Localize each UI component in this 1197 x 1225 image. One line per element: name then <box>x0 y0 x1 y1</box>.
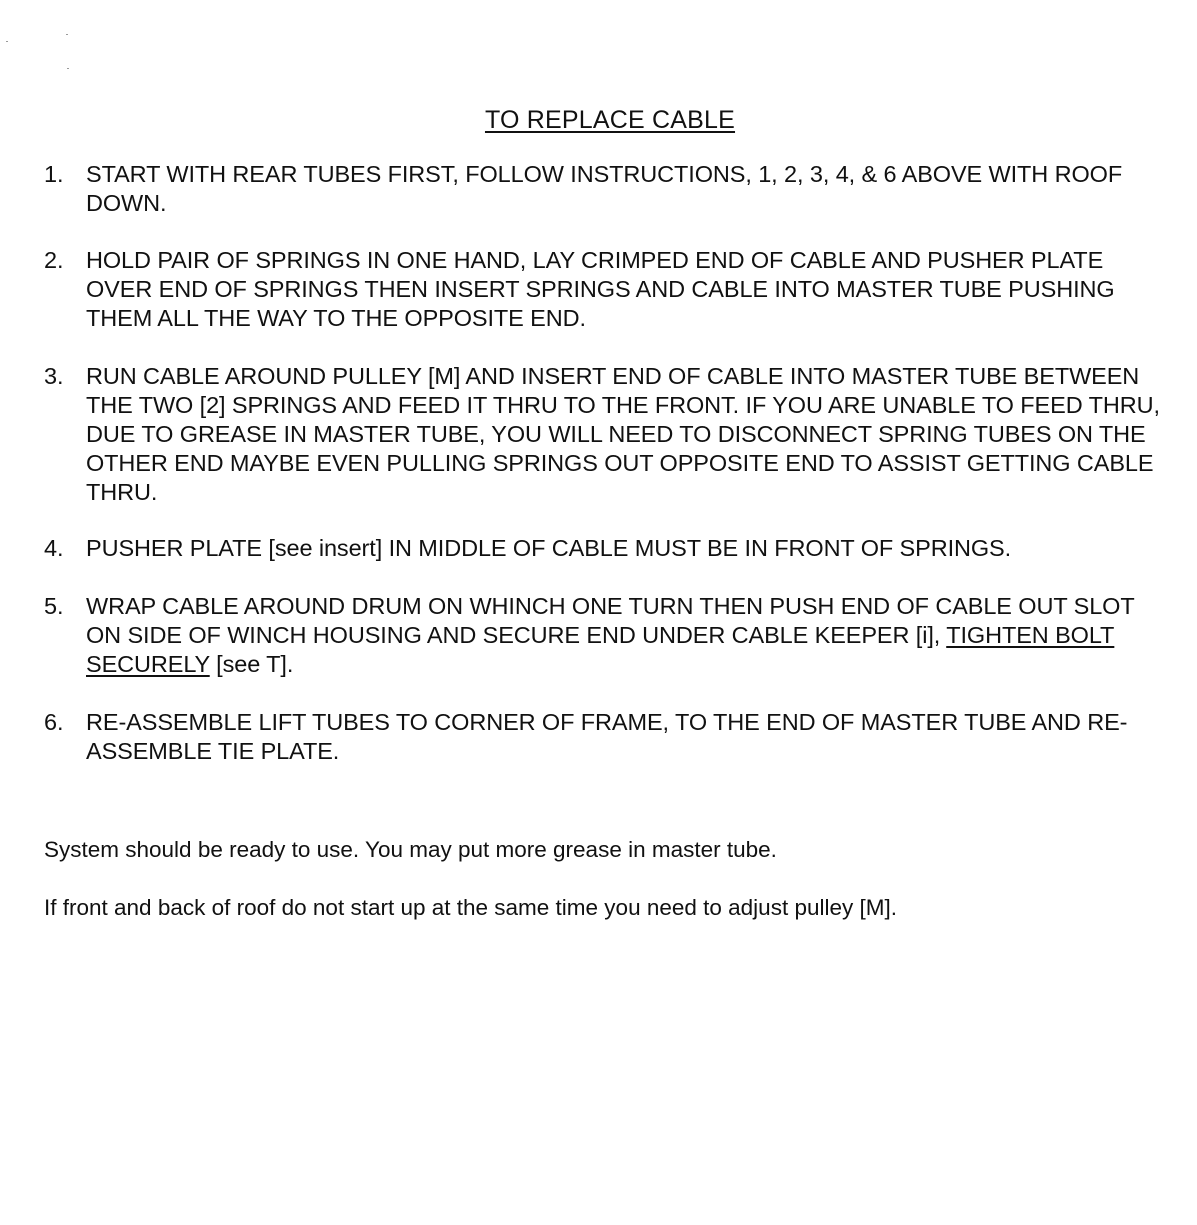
step-text-main: WRAP CABLE AROUND DRUM ON WHINCH ONE TURN THEN PUSH END OF CABLE OUT SLOT ON SIDE OF WINCH HOUSING AND SECURE END UNDER CABLE KEEPER [i], <box>86 593 1135 648</box>
instruction-step-3 <box>44 362 1169 507</box>
instruction-step-5 <box>44 592 1169 679</box>
step-number: 4. <box>44 535 64 561</box>
scan-speck <box>67 68 69 69</box>
document-title: TO REPLACE CABLE <box>484 106 736 134</box>
instruction-step-6 <box>44 708 1169 766</box>
step-text <box>86 592 1169 679</box>
instruction-step-4 <box>44 534 1169 563</box>
instruction-step-1 <box>44 160 1169 218</box>
scan-speck <box>6 41 8 42</box>
step-number: 2. <box>44 247 64 273</box>
step-text: START WITH REAR TUBES FIRST, FOLLOW INSTRUCTIONS, 1, 2, 3, 4, & 6 ABOVE WITH ROOF DOWN. <box>86 161 1123 216</box>
step-number: 3. <box>44 363 64 389</box>
step-number: 5. <box>44 593 64 619</box>
step-text: RUN CABLE AROUND PULLEY [M] AND INSERT END OF CABLE INTO MASTER TUBE BETWEEN THE TWO [2] SPRINGS AND FEED IT THRU TO THE FRONT. IF YOU ARE UNABLE TO FEED THRU, DUE TO GREASE IN MASTER TUBE, YOU WILL NEED TO DISCONNECT SPRING TUBES ON THE OTHER END MAYBE EVEN PULLING SPRINGS OUT OPPOSITE END TO ASSIST GETTING CABLE THRU. <box>86 363 1160 505</box>
instruction-step-2 <box>44 246 1169 333</box>
note-adjust-pulley: If front and back of roof do not start up at the same time you need to adjust pulley [M]. <box>44 895 897 920</box>
step-text-reference: [see T]. <box>216 651 294 677</box>
scan-speck <box>66 34 68 35</box>
step-text: RE-ASSEMBLE LIFT TUBES TO CORNER OF FRAME, TO THE END OF MASTER TUBE AND RE-ASSEMBLE TIE PLATE. <box>86 709 1128 764</box>
step-number: 6. <box>44 709 64 735</box>
step-number: 1. <box>44 161 64 187</box>
step-text-emphasis: TIGHTEN BOLT SECURELY <box>86 622 1115 677</box>
step-text: PUSHER PLATE [see insert] IN MIDDLE OF CABLE MUST BE IN FRONT OF SPRINGS. <box>86 535 1012 561</box>
step-text: HOLD PAIR OF SPRINGS IN ONE HAND, LAY CRIMPED END OF CABLE AND PUSHER PLATE OVER END OF SPRINGS THEN INSERT SPRINGS AND CABLE INTO MASTER TUBE PUSHING THEM ALL THE WAY TO THE OPPOSITE END. <box>86 247 1115 331</box>
note-ready: System should be ready to use. You may put more grease in master tube. <box>44 837 777 862</box>
